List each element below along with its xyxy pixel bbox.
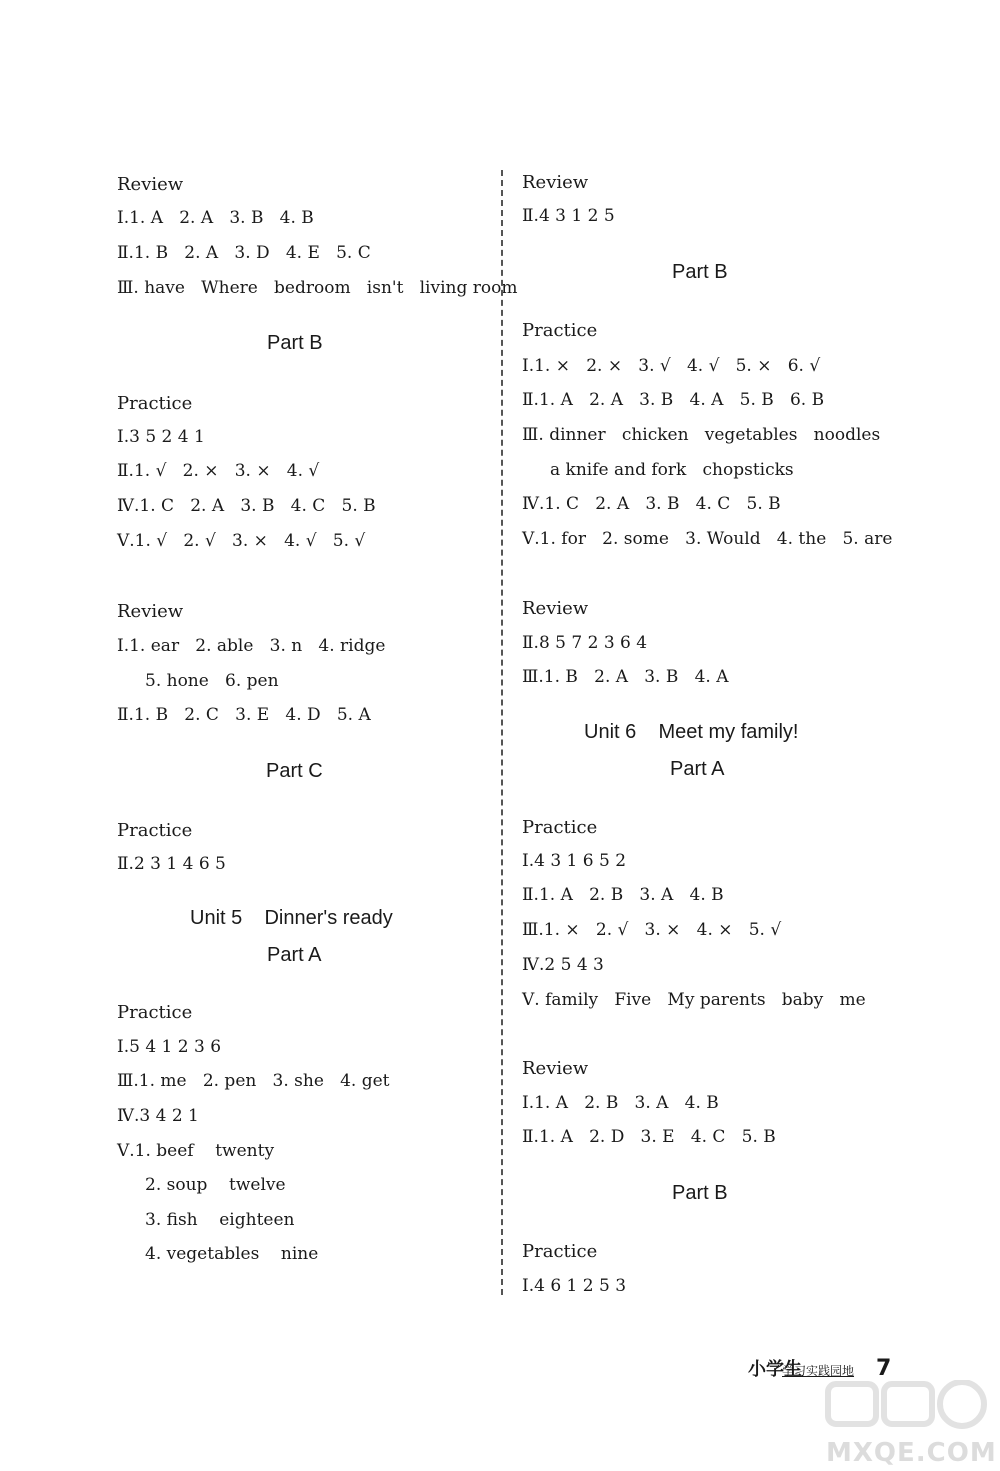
answer-line: Ⅱ.1. B 2. A 3. D 4. E 5. C xyxy=(117,243,371,263)
part-heading: Part B xyxy=(672,261,728,283)
answer-line: Ⅰ.1. ear 2. able 3. n 4. ridge xyxy=(117,636,386,656)
answer-line: Ⅲ. dinner chicken vegetables noodles xyxy=(522,425,881,445)
answer-line: Ⅱ.8 5 7 2 3 6 4 xyxy=(522,633,648,653)
answer-line: Ⅳ.2 5 4 3 xyxy=(522,955,604,975)
answer-line: Ⅱ.1. A 2. A 3. B 4. A 5. B 6. B xyxy=(522,390,825,410)
answer-line: 5. hone 6. pen xyxy=(145,671,279,691)
answer-line: Ⅲ. have Where bedroom isn't living room xyxy=(117,278,518,298)
answer-line: Ⅲ.1. × 2. √ 3. × 4. × 5. √ xyxy=(522,920,782,940)
page-number: 7 xyxy=(876,1356,892,1381)
section-label: Practice xyxy=(522,320,598,341)
answer-line: Ⅳ.3 4 2 1 xyxy=(117,1106,199,1126)
answer-line: 4. vegetables nine xyxy=(145,1244,319,1264)
answer-line: Ⅳ.1. C 2. A 3. B 4. C 5. B xyxy=(522,494,781,514)
answer-line: Ⅲ.1. B 2. A 3. B 4. A xyxy=(522,667,729,687)
section-label: Review xyxy=(117,601,184,622)
section-label: Review xyxy=(522,598,589,619)
answer-line: Ⅰ.3 5 2 4 1 xyxy=(117,427,205,447)
section-label: Practice xyxy=(117,393,193,414)
answer-line: Ⅰ.1. A 2. B 3. A 4. B xyxy=(522,1093,719,1113)
answer-line: Ⅰ.1. × 2. × 3. √ 4. √ 5. × 6. √ xyxy=(522,356,821,376)
part-heading: Part B xyxy=(267,332,323,354)
answer-line: Ⅳ.1. C 2. A 3. B 4. C 5. B xyxy=(117,496,376,516)
answer-line: Ⅴ. family Five My parents baby me xyxy=(522,990,866,1010)
column-divider xyxy=(501,170,503,1295)
answer-line: Ⅱ.1. A 2. B 3. A 4. B xyxy=(522,885,724,905)
footer-subtitle: 学习实践园地 xyxy=(782,1364,855,1378)
part-heading: Part A xyxy=(267,944,322,966)
section-label: Review xyxy=(522,1058,589,1079)
part-heading: Part A xyxy=(670,758,725,780)
answer-line: Ⅰ.5 4 1 2 3 6 xyxy=(117,1037,222,1057)
answer-line: Ⅱ.4 3 1 2 5 xyxy=(522,206,615,226)
answer-line: Ⅱ.2 3 1 4 6 5 xyxy=(117,854,226,874)
part-heading: Part C xyxy=(266,760,323,782)
section-label: Practice xyxy=(117,1002,193,1023)
answer-line: Ⅲ.1. me 2. pen 3. she 4. get xyxy=(117,1071,390,1091)
answer-line: Ⅱ.1. B 2. C 3. E 4. D 5. A xyxy=(117,705,371,725)
part-heading: Part B xyxy=(672,1182,728,1204)
answer-line: Ⅴ.1. √ 2. √ 3. × 4. √ 5. √ xyxy=(117,531,366,551)
section-label: Practice xyxy=(117,820,193,841)
answer-line: a knife and fork chopsticks xyxy=(550,460,794,480)
section-label: Practice xyxy=(522,817,598,838)
unit-heading: Unit 6 Meet my family! xyxy=(584,721,799,743)
watermark-text: MXQE.COM xyxy=(826,1438,997,1468)
answer-line: Ⅱ.1. A 2. D 3. E 4. C 5. B xyxy=(522,1127,776,1147)
answer-line: Ⅱ.1. √ 2. × 3. × 4. √ xyxy=(117,461,320,481)
left-column xyxy=(117,0,517,1471)
section-label: Practice xyxy=(522,1241,598,1262)
answer-line: 3. fish eighteen xyxy=(145,1210,295,1230)
answer-line: Ⅴ.1. for 2. some 3. Would 4. the 5. are xyxy=(522,529,893,549)
right-column xyxy=(522,0,922,1471)
answer-line: 2. soup twelve xyxy=(145,1175,286,1195)
answer-line: Ⅰ.1. A 2. A 3. B 4. B xyxy=(117,208,314,228)
answer-line: Ⅴ.1. beef twenty xyxy=(117,1141,275,1161)
answer-line: Ⅰ.4 3 1 6 5 2 xyxy=(522,851,627,871)
section-label: Review xyxy=(522,172,589,193)
unit-heading: Unit 5 Dinner's ready xyxy=(190,907,393,929)
section-label: Review xyxy=(117,174,184,195)
answer-line: Ⅰ.4 6 1 2 5 3 xyxy=(522,1276,627,1296)
footer-brand: 小学生 xyxy=(748,1359,802,1380)
